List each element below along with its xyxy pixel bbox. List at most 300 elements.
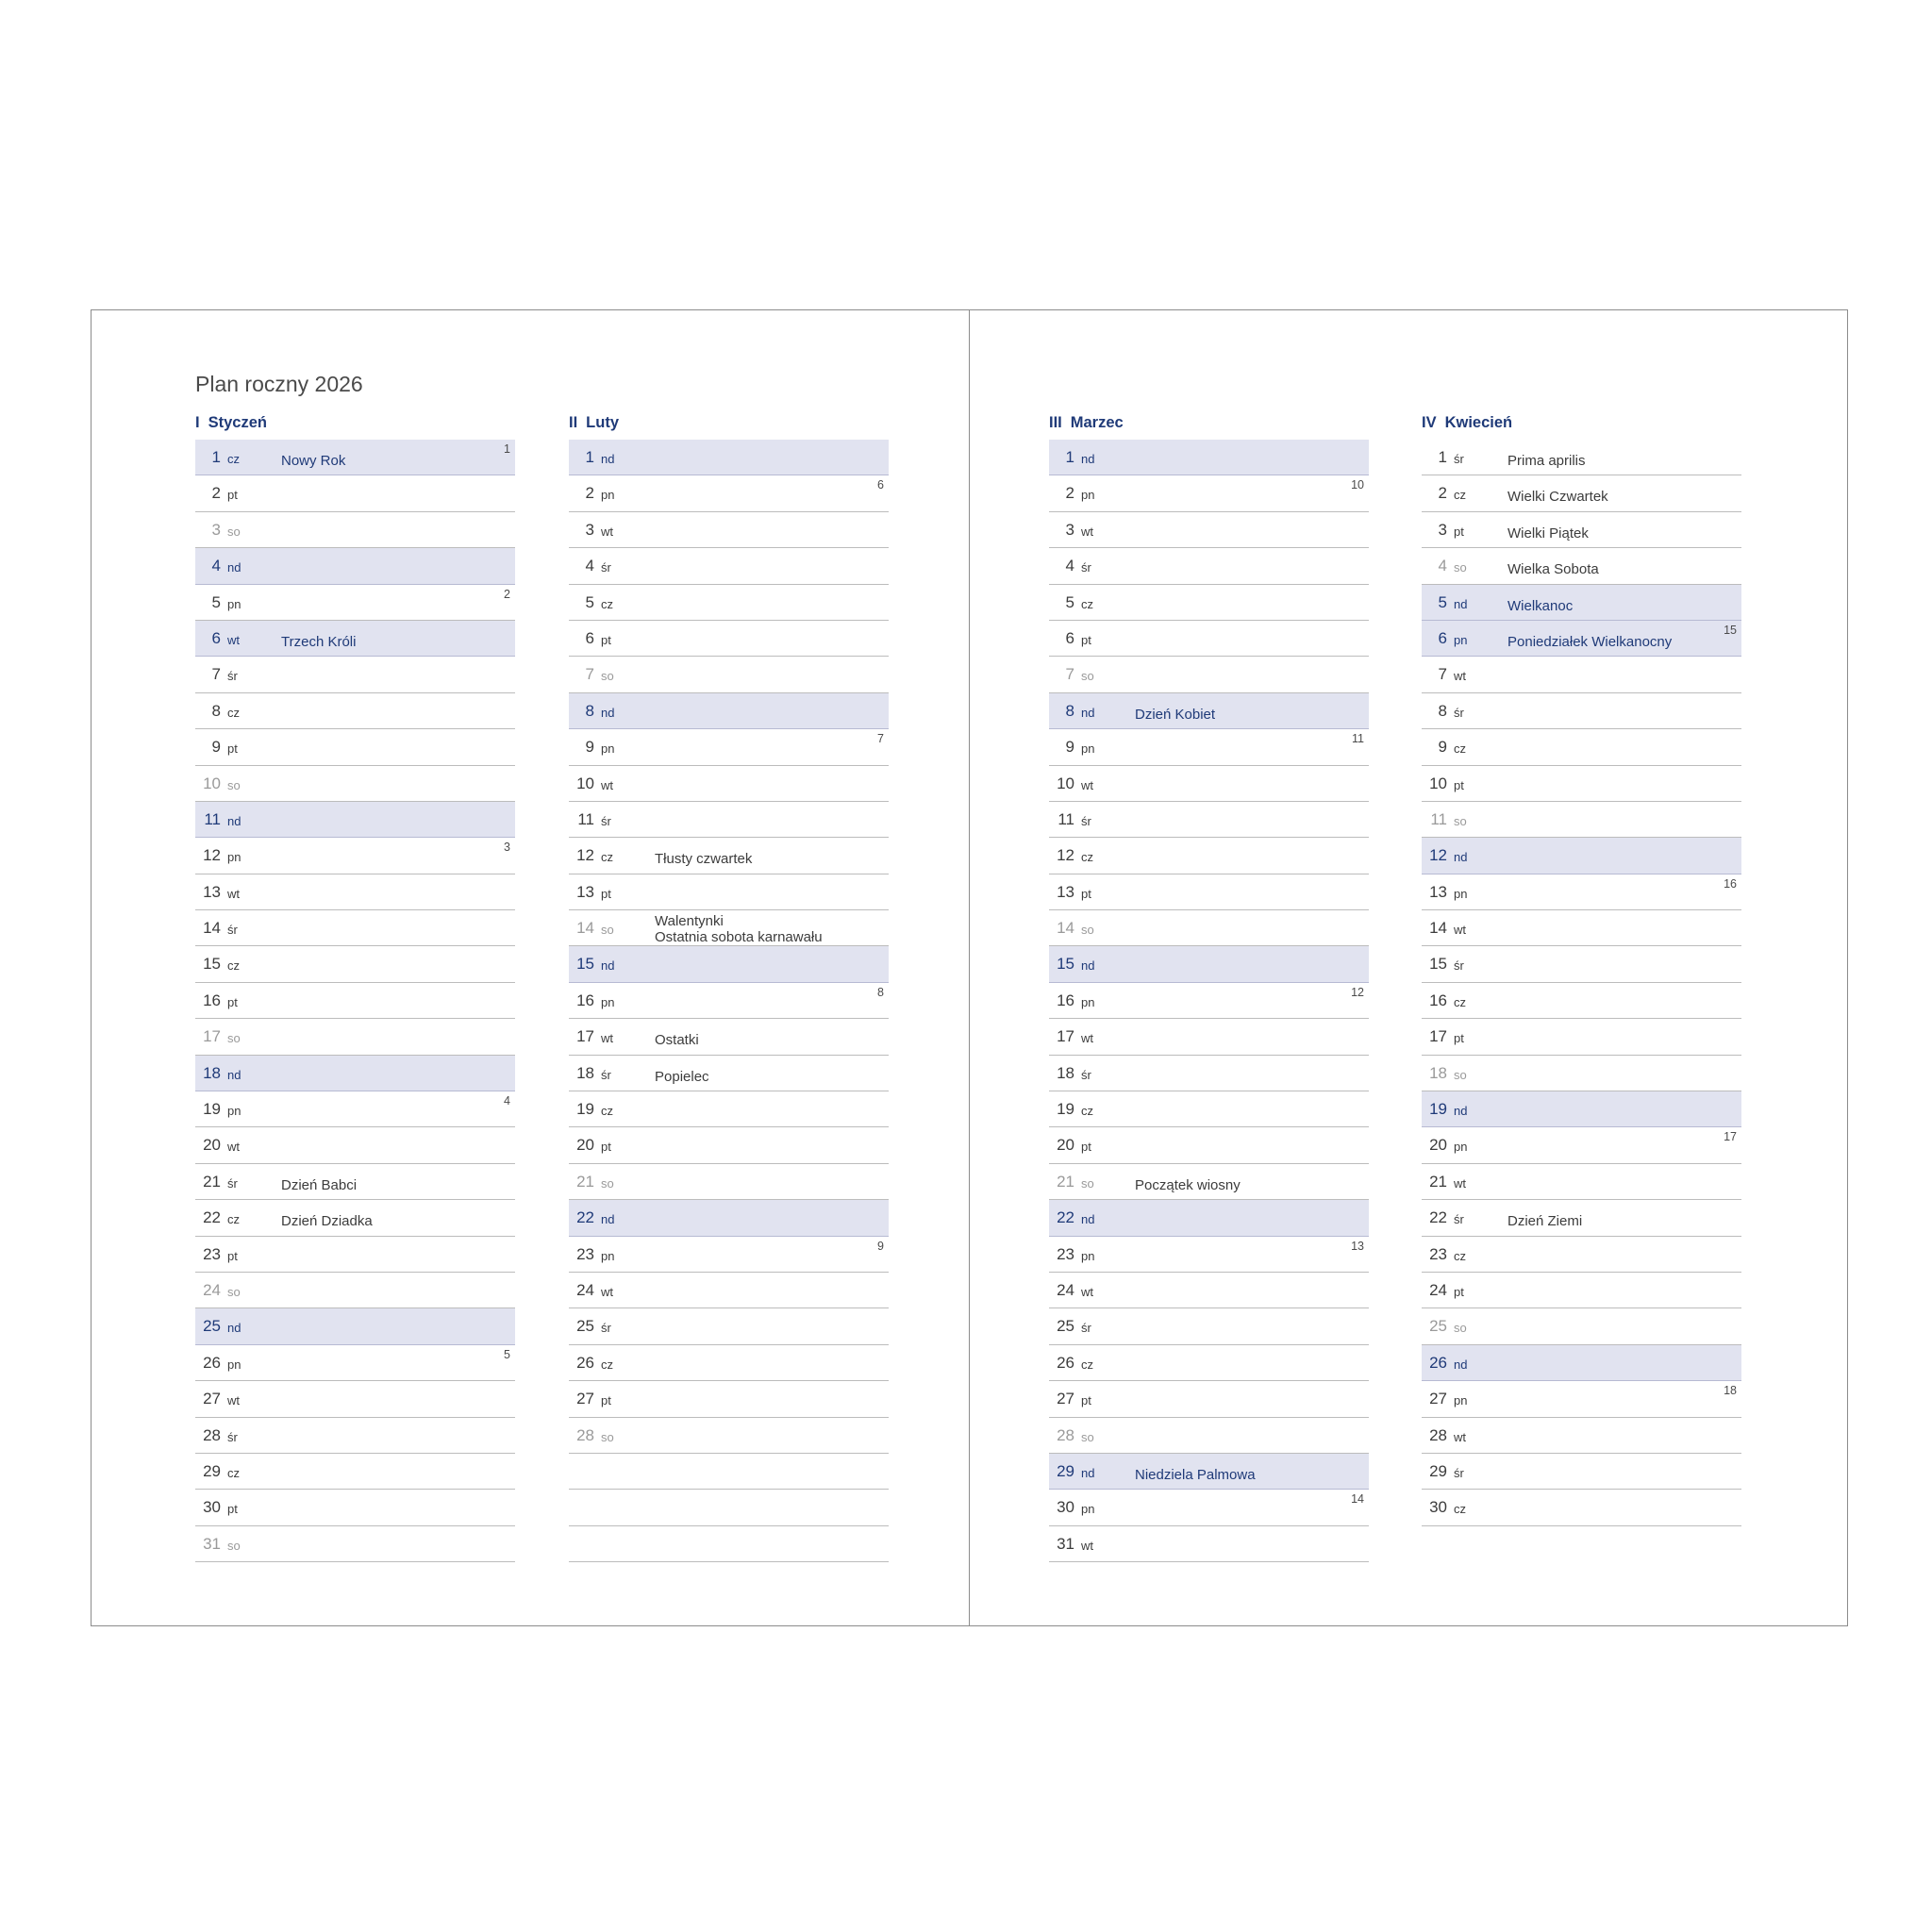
month-column-april [1422,406,1741,1526]
week-number: 17 [1724,1130,1737,1144]
weekday-abbr: wt [601,777,613,792]
event-line: Wielkanoc [1507,597,1574,614]
event-line: Nowy Rok [281,453,346,469]
day-row [1422,621,1741,657]
weekday-abbr: wt [227,1393,240,1408]
weekday-abbr: wt [1454,669,1466,684]
day-number: 22 [576,1208,594,1227]
day-row [569,1454,889,1490]
day-row [1422,1345,1741,1381]
day-number: 22 [203,1208,221,1227]
day-row [195,874,515,910]
event-line: Wielki Piątek [1507,525,1589,541]
weekday-abbr: pn [601,488,615,503]
weekday-abbr: cz [1081,596,1093,611]
day-row [195,585,515,621]
day-row [569,1019,889,1055]
day-row [1049,585,1369,621]
week-number: 5 [504,1347,510,1361]
event-line: Początek wiosny [1135,1176,1241,1193]
week-number: 15 [1724,623,1737,637]
weekday-abbr: wt [601,524,613,539]
weekday-abbr: śr [601,1321,611,1336]
month-header [195,406,515,440]
day-row [569,983,889,1019]
day-number: 25 [203,1317,221,1336]
day-row [1049,548,1369,584]
day-number: 24 [576,1280,594,1299]
day-row [195,1418,515,1454]
day-row [1422,1200,1741,1236]
weekday-abbr: wt [1081,1538,1093,1553]
day-number: 22 [1429,1208,1447,1227]
weekday-abbr: nd [1454,1357,1468,1372]
weekday-abbr: cz [601,1104,613,1119]
day-number: 18 [576,1063,594,1082]
day-row [1422,1091,1741,1127]
weekday-abbr: so [227,1284,241,1299]
weekday-abbr: śr [1454,705,1464,720]
day-number: 11 [204,809,221,828]
weekday-abbr: pt [601,886,611,901]
weekday-abbr: wt [1081,1031,1093,1046]
day-number: 19 [576,1100,594,1119]
day-row [1049,1091,1369,1127]
month-roman: I [195,414,200,431]
weekday-abbr: pt [1081,632,1091,647]
day-row [1422,1490,1741,1525]
event-line: Popielec [655,1068,709,1085]
day-row [195,1490,515,1525]
weekday-abbr: wt [1454,1429,1466,1444]
weekday-abbr: nd [1454,596,1468,611]
day-row [1049,1490,1369,1525]
weekday-abbr: cz [1081,1104,1093,1119]
day-row [195,1237,515,1273]
day-number: 3 [585,520,594,539]
day-number: 25 [576,1317,594,1336]
page-title: Plan roczny 2026 [195,372,363,396]
day-row [195,512,515,548]
event-label [281,1213,373,1229]
day-number: 4 [1065,557,1074,575]
day-row [569,946,889,982]
weekday-abbr: śr [601,1067,611,1082]
day-row [1422,874,1741,910]
day-row [1049,1345,1369,1381]
day-row [1422,475,1741,511]
day-number: 2 [1065,484,1074,503]
day-row [569,1490,889,1525]
day-row [1422,1418,1741,1454]
day-number: 24 [1429,1280,1447,1299]
day-row [1049,1164,1369,1200]
day-number: 4 [585,557,594,575]
day-number: 29 [1429,1461,1447,1480]
day-number: 21 [576,1172,594,1191]
event-line: Prima aprilis [1507,453,1586,469]
day-number: 12 [576,846,594,865]
day-number: 26 [1429,1353,1447,1372]
day-number: 23 [1429,1244,1447,1263]
weekday-abbr: cz [1081,850,1093,865]
page-fold [969,309,970,1626]
day-number: 17 [203,1027,221,1046]
day-row [1049,1127,1369,1163]
event-line: Tłusty czwartek [655,851,753,868]
event-label [655,1032,699,1048]
day-row [195,1164,515,1200]
day-number: 20 [203,1136,221,1155]
day-row [569,802,889,838]
day-number: 2 [585,484,594,503]
day-row [1049,1418,1369,1454]
weekday-abbr: so [227,777,241,792]
month-column-february [569,406,889,1562]
day-row [195,1127,515,1163]
weekday-abbr: nd [1081,452,1095,466]
event-line: Ostatki [655,1032,699,1049]
week-number: 2 [504,587,510,601]
event-line: Walentynki [655,913,724,930]
week-number: 12 [1351,985,1364,999]
day-number: 7 [1438,665,1447,684]
day-number: 14 [1429,919,1447,938]
weekday-abbr: pt [227,1502,238,1517]
day-row [1422,802,1741,838]
week-number: 6 [877,478,884,492]
weekday-abbr: pt [1081,886,1091,901]
day-number: 19 [203,1100,221,1119]
weekday-abbr: cz [1454,1502,1466,1517]
day-row [1049,1308,1369,1344]
day-number: 5 [585,592,594,611]
month-name: Kwiecień [1444,414,1513,431]
weekday-abbr: so [1081,1175,1094,1191]
day-row [569,766,889,802]
day-row [1049,1273,1369,1308]
day-row [569,621,889,657]
day-number: 1 [211,448,221,466]
day-number: 6 [1438,628,1447,647]
day-row [1422,512,1741,548]
day-row [1422,910,1741,946]
weekday-abbr: pt [227,994,238,1009]
month-name: Marzec [1070,414,1124,431]
month-name: Luty [586,414,620,431]
month-roman: II [569,414,578,431]
day-number: 7 [211,665,221,684]
weekday-abbr: wt [601,1031,613,1046]
month-column-january [195,406,515,1562]
day-row [1049,983,1369,1019]
day-row [569,440,889,475]
day-number: 6 [211,628,221,647]
day-number: 14 [203,919,221,938]
day-number: 11 [1430,809,1447,828]
event-label [655,851,752,867]
day-row [195,1056,515,1091]
day-row [1422,1019,1741,1055]
weekday-abbr: so [1081,669,1094,684]
day-number: 8 [1065,701,1074,720]
day-number: 28 [203,1425,221,1444]
day-number: 16 [1057,991,1074,1009]
day-row [195,1526,515,1562]
day-number: 10 [576,774,594,792]
day-row [195,766,515,802]
day-row [1422,1237,1741,1273]
day-number: 17 [1057,1027,1074,1046]
day-row [569,1345,889,1381]
day-row [1422,440,1741,475]
day-number: 31 [203,1534,221,1553]
day-number: 21 [203,1172,221,1191]
weekday-abbr: so [601,1175,614,1191]
day-number: 12 [1057,846,1074,865]
day-number: 26 [576,1353,594,1372]
day-row [569,1164,889,1200]
weekday-abbr: śr [1454,1465,1464,1480]
day-row [195,475,515,511]
day-row [569,1091,889,1127]
weekday-abbr: so [601,1429,614,1444]
weekday-abbr: wt [227,1140,240,1155]
day-number: 31 [1057,1534,1074,1553]
day-number: 28 [1057,1425,1074,1444]
day-row [1049,1526,1369,1562]
day-row [1049,621,1369,657]
weekday-abbr: pn [1081,741,1095,757]
day-number: 3 [211,520,221,539]
day-list [195,440,515,1562]
day-number: 17 [576,1027,594,1046]
weekday-abbr: so [1454,1067,1467,1082]
day-number: 8 [1438,701,1447,720]
event-label [1135,707,1215,723]
weekday-abbr: śr [1454,958,1464,974]
day-row [1422,548,1741,584]
weekday-abbr: nd [601,705,615,720]
weekday-abbr: nd [1081,1212,1095,1227]
event-line: Niedziela Palmowa [1135,1466,1256,1483]
day-number: 26 [203,1353,221,1372]
day-row [569,693,889,729]
weekday-abbr: pn [227,596,242,611]
week-number: 8 [877,985,884,999]
weekday-abbr: nd [601,958,615,974]
event-line: Dzień Dziadka [281,1213,373,1230]
day-number: 17 [1429,1027,1447,1046]
day-row [1049,838,1369,874]
day-number: 20 [1057,1136,1074,1155]
day-row [569,512,889,548]
weekday-abbr: so [601,669,614,684]
day-number: 16 [576,991,594,1009]
weekday-abbr: pn [227,1357,242,1372]
day-number: 27 [1057,1390,1074,1408]
weekday-abbr: nd [1081,1465,1095,1480]
event-label [1507,453,1586,469]
day-number: 13 [576,882,594,901]
weekday-abbr: pt [1081,1140,1091,1155]
day-row [1422,657,1741,692]
day-row [569,1237,889,1273]
weekday-abbr: pt [601,1393,611,1408]
week-number: 18 [1724,1384,1737,1398]
day-number: 27 [576,1390,594,1408]
weekday-abbr: pt [1454,1284,1464,1299]
day-row [195,1308,515,1344]
weekday-abbr: nd [227,813,242,828]
day-number: 5 [1438,592,1447,611]
day-row [195,838,515,874]
day-row [569,657,889,692]
day-row [195,548,515,584]
day-row [1049,512,1369,548]
day-number: 14 [1057,919,1074,938]
day-number: 15 [203,955,221,974]
day-row [569,548,889,584]
day-number: 10 [203,774,221,792]
day-row [1049,1056,1369,1091]
day-row [1049,440,1369,475]
day-number: 24 [203,1280,221,1299]
day-row [1422,1381,1741,1417]
week-number: 14 [1351,1492,1364,1507]
weekday-abbr: so [1081,1429,1094,1444]
weekday-abbr: pt [1454,1031,1464,1046]
weekday-abbr: wt [227,886,240,901]
day-row [195,802,515,838]
event-label [655,1069,709,1085]
weekday-abbr: cz [601,1357,613,1372]
day-number: 30 [203,1498,221,1517]
day-number: 13 [203,882,221,901]
day-number: 19 [1057,1100,1074,1119]
event-label [1507,489,1608,505]
month-header [569,406,889,440]
day-row [1049,1237,1369,1273]
day-number: 16 [203,991,221,1009]
weekday-abbr: śr [227,923,238,938]
day-row [1422,1454,1741,1490]
event-label [1135,1177,1241,1193]
weekday-abbr: cz [1454,994,1466,1009]
weekday-abbr: nd [227,1321,242,1336]
day-row [1422,1164,1741,1200]
weekday-abbr: so [1454,1321,1467,1336]
day-list [1422,440,1741,1526]
weekday-abbr: śr [1081,1067,1091,1082]
day-row [1422,1273,1741,1308]
weekday-abbr: pn [1081,1502,1095,1517]
weekday-abbr: pt [227,741,238,757]
day-list [569,440,889,1562]
day-number: 24 [1057,1280,1074,1299]
weekday-abbr: so [227,1538,241,1553]
day-number: 13 [1057,882,1074,901]
day-number: 11 [577,809,594,828]
weekday-abbr: śr [227,669,238,684]
day-number: 30 [1429,1498,1447,1517]
day-number: 4 [1438,557,1447,575]
weekday-abbr: śr [1081,813,1091,828]
day-number: 10 [1429,774,1447,792]
day-number: 1 [585,448,594,466]
day-number: 28 [1429,1425,1447,1444]
event-line: Wielki Czwartek [1507,489,1608,506]
day-row [569,838,889,874]
day-number: 15 [1057,955,1074,974]
day-row [195,1200,515,1236]
weekday-abbr: śr [601,813,611,828]
weekday-abbr: cz [1081,1357,1093,1372]
day-row [195,1345,515,1381]
day-number: 9 [1438,738,1447,757]
week-number: 10 [1351,478,1364,492]
month-header [1049,406,1369,440]
event-line: Dzień Ziemi [1507,1213,1583,1230]
weekday-abbr: nd [601,452,615,466]
day-number: 4 [211,557,221,575]
weekday-abbr: cz [227,1212,240,1227]
day-row [195,693,515,729]
day-number: 6 [585,628,594,647]
day-number: 1 [1065,448,1074,466]
day-row [1049,1381,1369,1417]
day-row [195,1454,515,1490]
day-number: 25 [1429,1317,1447,1336]
day-number: 16 [1429,991,1447,1009]
day-row [1422,838,1741,874]
day-number: 26 [1057,1353,1074,1372]
day-row [195,1381,515,1417]
weekday-abbr: pn [1454,1393,1468,1408]
day-number: 22 [1057,1208,1074,1227]
event-label [1507,525,1589,541]
day-list [1049,440,1369,1562]
week-number: 16 [1724,876,1737,891]
weekday-abbr: pn [1454,1140,1468,1155]
day-row [195,657,515,692]
day-row [1049,802,1369,838]
day-row [1049,657,1369,692]
weekday-abbr: śr [601,560,611,575]
weekday-abbr: pt [601,1140,611,1155]
day-number: 6 [1065,628,1074,647]
week-number: 7 [877,732,884,746]
weekday-abbr: śr [227,1175,238,1191]
day-row [1049,946,1369,982]
event-label [655,913,823,945]
weekday-abbr: so [227,524,241,539]
event-label [1507,561,1599,577]
day-number: 27 [203,1390,221,1408]
day-number: 12 [1429,846,1447,865]
day-number: 20 [576,1136,594,1155]
day-number: 20 [1429,1136,1447,1155]
day-number: 14 [576,919,594,938]
event-label [281,1177,357,1193]
event-label [1507,1213,1582,1229]
day-row [569,729,889,765]
event-line: Trzech Króli [281,633,357,650]
day-number: 15 [1429,955,1447,974]
day-row [569,1127,889,1163]
day-number: 30 [1057,1498,1074,1517]
day-row [569,1308,889,1344]
